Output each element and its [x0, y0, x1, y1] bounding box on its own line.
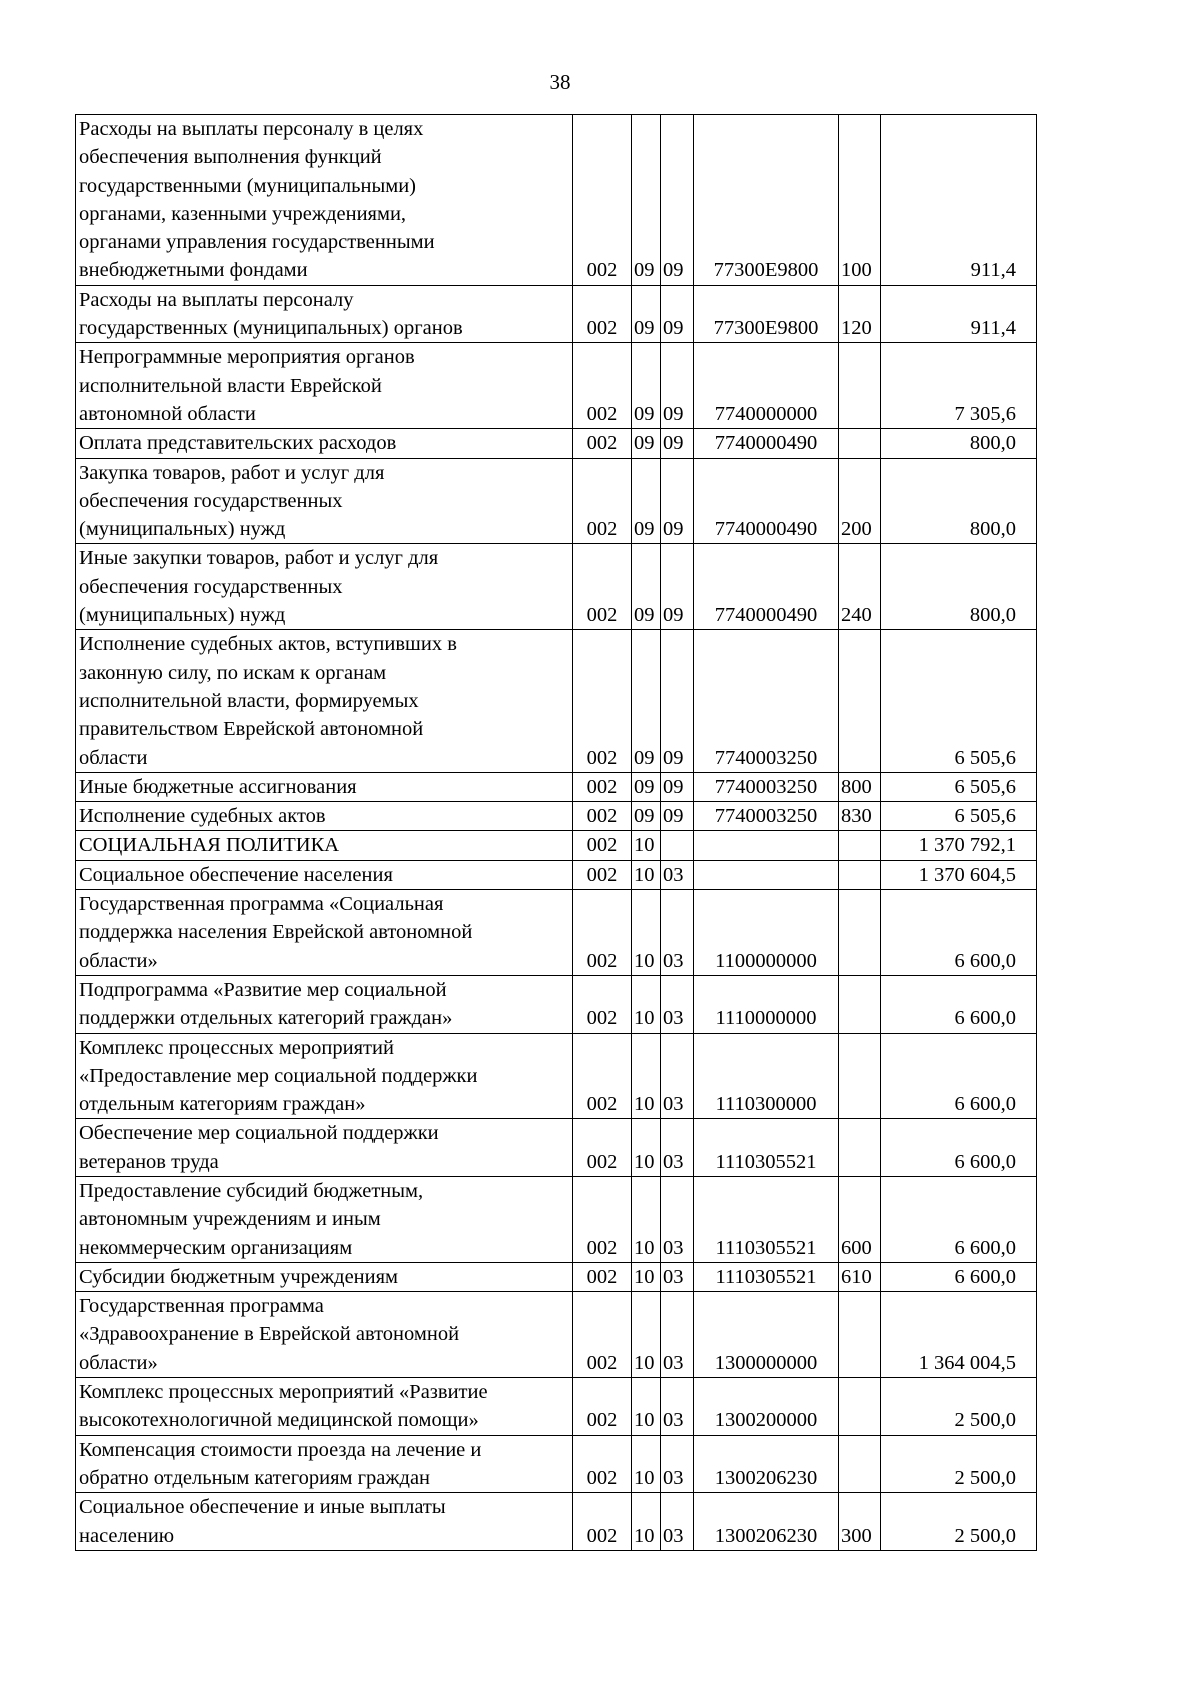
row-section-code: 09 — [632, 429, 661, 458]
row-amount: 6 600,0 — [881, 1119, 1037, 1177]
row-department-code: 002 — [573, 1033, 632, 1119]
row-description: Компенсация стоимости проезда на лечение и обратно отдельным категориям граждан — [76, 1435, 573, 1493]
row-description: Комплекс процессных мероприятий «Развитие высокотехнологичной медицинской помощи» — [76, 1378, 573, 1436]
row-amount: 1 370 604,5 — [881, 860, 1037, 889]
row-description: Закупка товаров, работ и услуг для обеспечения государственных (муниципальных) нужд — [76, 458, 573, 544]
row-amount: 800,0 — [881, 429, 1037, 458]
row-department-code: 002 — [573, 285, 632, 343]
row-target-article-code: 1110305521 — [694, 1119, 839, 1177]
row-target-article-code: 7740003250 — [694, 630, 839, 772]
row-expense-type-code — [839, 1435, 881, 1493]
table-row — [76, 1435, 1037, 1493]
row-amount: 6 600,0 — [881, 1033, 1037, 1119]
row-subsection-code: 03 — [661, 975, 694, 1033]
row-expense-type-code — [839, 890, 881, 976]
row-target-article-code: 1300000000 — [694, 1292, 839, 1378]
row-subsection-code: 03 — [661, 890, 694, 976]
row-target-article-code: 1300200000 — [694, 1378, 839, 1436]
row-description: Государственная программа «Социальная поддержка населения Еврейской автономной области» — [76, 890, 573, 976]
row-description: Исполнение судебных актов — [76, 802, 573, 831]
row-department-code: 002 — [573, 802, 632, 831]
row-subsection-code: 03 — [661, 860, 694, 889]
row-section-code: 09 — [632, 343, 661, 429]
row-subsection-code: 09 — [661, 630, 694, 772]
row-department-code: 002 — [573, 458, 632, 544]
row-amount: 7 305,6 — [881, 343, 1037, 429]
budget-table — [75, 114, 1037, 1551]
row-expense-type-code: 610 — [839, 1262, 881, 1291]
row-section-code: 10 — [632, 1292, 661, 1378]
table-row — [76, 285, 1037, 343]
row-subsection-code: 09 — [661, 429, 694, 458]
row-subsection-code: 09 — [661, 343, 694, 429]
row-section-code: 10 — [632, 1262, 661, 1291]
row-expense-type-code — [839, 429, 881, 458]
row-expense-type-code: 240 — [839, 544, 881, 630]
row-department-code: 002 — [573, 772, 632, 801]
row-amount: 2 500,0 — [881, 1378, 1037, 1436]
row-subsection-code: 09 — [661, 115, 694, 286]
row-expense-type-code — [839, 860, 881, 889]
row-description: Государственная программа «Здравоохранение в Еврейской автономной области» — [76, 1292, 573, 1378]
row-target-article-code: 7740003250 — [694, 772, 839, 801]
row-target-article-code: 7740000490 — [694, 544, 839, 630]
row-subsection-code: 09 — [661, 544, 694, 630]
table-row — [76, 1176, 1037, 1262]
row-expense-type-code: 830 — [839, 802, 881, 831]
row-amount: 6 505,6 — [881, 802, 1037, 831]
row-target-article-code: 77300E9800 — [694, 115, 839, 286]
row-department-code: 002 — [573, 831, 632, 860]
row-department-code: 002 — [573, 1378, 632, 1436]
table-row — [76, 802, 1037, 831]
row-section-code: 10 — [632, 1033, 661, 1119]
page-number: 38 — [549, 70, 571, 94]
row-section-code: 09 — [632, 630, 661, 772]
row-department-code: 002 — [573, 860, 632, 889]
row-subsection-code: 09 — [661, 285, 694, 343]
row-section-code: 10 — [632, 890, 661, 976]
table-row — [76, 831, 1037, 860]
table-row — [76, 343, 1037, 429]
row-section-code: 10 — [632, 860, 661, 889]
row-amount: 800,0 — [881, 458, 1037, 544]
row-expense-type-code: 300 — [839, 1493, 881, 1551]
row-section-code: 10 — [632, 831, 661, 860]
table-row — [76, 975, 1037, 1033]
table-row — [76, 1493, 1037, 1551]
row-expense-type-code — [839, 831, 881, 860]
table-row — [76, 429, 1037, 458]
row-description: Комплекс процессных мероприятий «Предоставление мер социальной поддержки отдельным категориям граждан» — [76, 1033, 573, 1119]
table-row — [76, 115, 1037, 286]
row-department-code: 002 — [573, 1176, 632, 1262]
row-amount: 6 600,0 — [881, 975, 1037, 1033]
row-description: Предоставление субсидий бюджетным, автономным учреждениям и иным некоммерческим организациям — [76, 1176, 573, 1262]
row-target-article-code: 1300206230 — [694, 1493, 839, 1551]
row-department-code: 002 — [573, 343, 632, 429]
row-expense-type-code: 800 — [839, 772, 881, 801]
row-subsection-code — [661, 831, 694, 860]
row-amount: 6 505,6 — [881, 772, 1037, 801]
row-expense-type-code — [839, 630, 881, 772]
row-department-code: 002 — [573, 1119, 632, 1177]
row-expense-type-code — [839, 1033, 881, 1119]
row-target-article-code: 1110300000 — [694, 1033, 839, 1119]
row-amount: 2 500,0 — [881, 1435, 1037, 1493]
row-amount: 6 600,0 — [881, 890, 1037, 976]
row-target-article-code: 1100000000 — [694, 890, 839, 976]
row-subsection-code: 03 — [661, 1176, 694, 1262]
row-subsection-code: 09 — [661, 802, 694, 831]
table-body — [76, 115, 1037, 1551]
row-amount: 6 505,6 — [881, 630, 1037, 772]
row-expense-type-code: 200 — [839, 458, 881, 544]
row-description: Непрограммные мероприятия органов исполнительной власти Еврейской автономной области — [76, 343, 573, 429]
row-target-article-code — [694, 831, 839, 860]
row-expense-type-code: 120 — [839, 285, 881, 343]
table-row — [76, 1378, 1037, 1436]
table-row — [76, 860, 1037, 889]
table-row — [76, 1033, 1037, 1119]
row-target-article-code: 77300E9800 — [694, 285, 839, 343]
row-description: Подпрограмма «Развитие мер социальной поддержки отдельных категорий граждан» — [76, 975, 573, 1033]
row-section-code: 09 — [632, 802, 661, 831]
row-department-code: 002 — [573, 1262, 632, 1291]
row-expense-type-code — [839, 1292, 881, 1378]
row-description: СОЦИАЛЬНАЯ ПОЛИТИКА — [76, 831, 573, 860]
row-section-code: 10 — [632, 1435, 661, 1493]
row-target-article-code: 7740000490 — [694, 458, 839, 544]
row-amount: 6 600,0 — [881, 1262, 1037, 1291]
row-department-code: 002 — [573, 1493, 632, 1551]
table-row — [76, 630, 1037, 772]
row-subsection-code: 03 — [661, 1435, 694, 1493]
row-amount: 6 600,0 — [881, 1176, 1037, 1262]
row-target-article-code: 7740000490 — [694, 429, 839, 458]
table-row — [76, 458, 1037, 544]
row-department-code: 002 — [573, 890, 632, 976]
row-section-code: 10 — [632, 1176, 661, 1262]
row-department-code: 002 — [573, 630, 632, 772]
row-expense-type-code — [839, 343, 881, 429]
row-expense-type-code: 600 — [839, 1176, 881, 1262]
row-amount: 2 500,0 — [881, 1493, 1037, 1551]
row-expense-type-code — [839, 1378, 881, 1436]
row-target-article-code: 7740000000 — [694, 343, 839, 429]
row-amount: 800,0 — [881, 544, 1037, 630]
row-target-article-code: 1110305521 — [694, 1176, 839, 1262]
row-description: Расходы на выплаты персоналу государственных (муниципальных) органов — [76, 285, 573, 343]
row-target-article-code: 1300206230 — [694, 1435, 839, 1493]
row-description: Иные бюджетные ассигнования — [76, 772, 573, 801]
row-subsection-code: 09 — [661, 772, 694, 801]
table-row — [76, 1262, 1037, 1291]
row-section-code: 09 — [632, 285, 661, 343]
row-department-code: 002 — [573, 1435, 632, 1493]
table-row — [76, 1292, 1037, 1378]
row-description: Обеспечение мер социальной поддержки ветеранов труда — [76, 1119, 573, 1177]
row-amount: 911,4 — [881, 285, 1037, 343]
row-section-code: 10 — [632, 1493, 661, 1551]
table-row — [76, 890, 1037, 976]
row-description: Социальное обеспечение населения — [76, 860, 573, 889]
row-subsection-code: 03 — [661, 1493, 694, 1551]
row-target-article-code: 7740003250 — [694, 802, 839, 831]
table-row — [76, 544, 1037, 630]
row-section-code: 10 — [632, 1378, 661, 1436]
row-expense-type-code — [839, 975, 881, 1033]
row-department-code: 002 — [573, 429, 632, 458]
row-expense-type-code: 100 — [839, 115, 881, 286]
row-department-code: 002 — [573, 1292, 632, 1378]
row-subsection-code: 03 — [661, 1378, 694, 1436]
table-row — [76, 1119, 1037, 1177]
row-description: Исполнение судебных актов, вступивших в законную силу, по искам к органам исполнительной власти, формируемых правительством Еврейской автономной области — [76, 630, 573, 772]
row-subsection-code: 03 — [661, 1119, 694, 1177]
row-target-article-code: 1110305521 — [694, 1262, 839, 1291]
row-amount: 911,4 — [881, 115, 1037, 286]
row-section-code: 10 — [632, 1119, 661, 1177]
row-target-article-code — [694, 860, 839, 889]
row-subsection-code: 03 — [661, 1292, 694, 1378]
row-subsection-code: 03 — [661, 1262, 694, 1291]
row-description: Социальное обеспечение и иные выплаты населению — [76, 1493, 573, 1551]
row-target-article-code: 1110000000 — [694, 975, 839, 1033]
row-amount: 1 364 004,5 — [881, 1292, 1037, 1378]
row-description: Расходы на выплаты персоналу в целях обеспечения выполнения функций государственными (муниципальными) органами, казенными учреждениями, органами управления государственными внебюджетными фондами — [76, 115, 573, 286]
row-department-code: 002 — [573, 975, 632, 1033]
row-section-code: 09 — [632, 544, 661, 630]
row-section-code: 10 — [632, 975, 661, 1033]
row-amount: 1 370 792,1 — [881, 831, 1037, 860]
row-description: Оплата представительских расходов — [76, 429, 573, 458]
row-section-code: 09 — [632, 458, 661, 544]
row-section-code: 09 — [632, 772, 661, 801]
row-subsection-code: 09 — [661, 458, 694, 544]
row-description: Субсидии бюджетным учреждениям — [76, 1262, 573, 1291]
row-subsection-code: 03 — [661, 1033, 694, 1119]
row-expense-type-code — [839, 1119, 881, 1177]
row-description: Иные закупки товаров, работ и услуг для обеспечения государственных (муниципальных) нужд — [76, 544, 573, 630]
row-department-code: 002 — [573, 115, 632, 286]
row-section-code: 09 — [632, 115, 661, 286]
row-department-code: 002 — [573, 544, 632, 630]
table-row — [76, 772, 1037, 801]
